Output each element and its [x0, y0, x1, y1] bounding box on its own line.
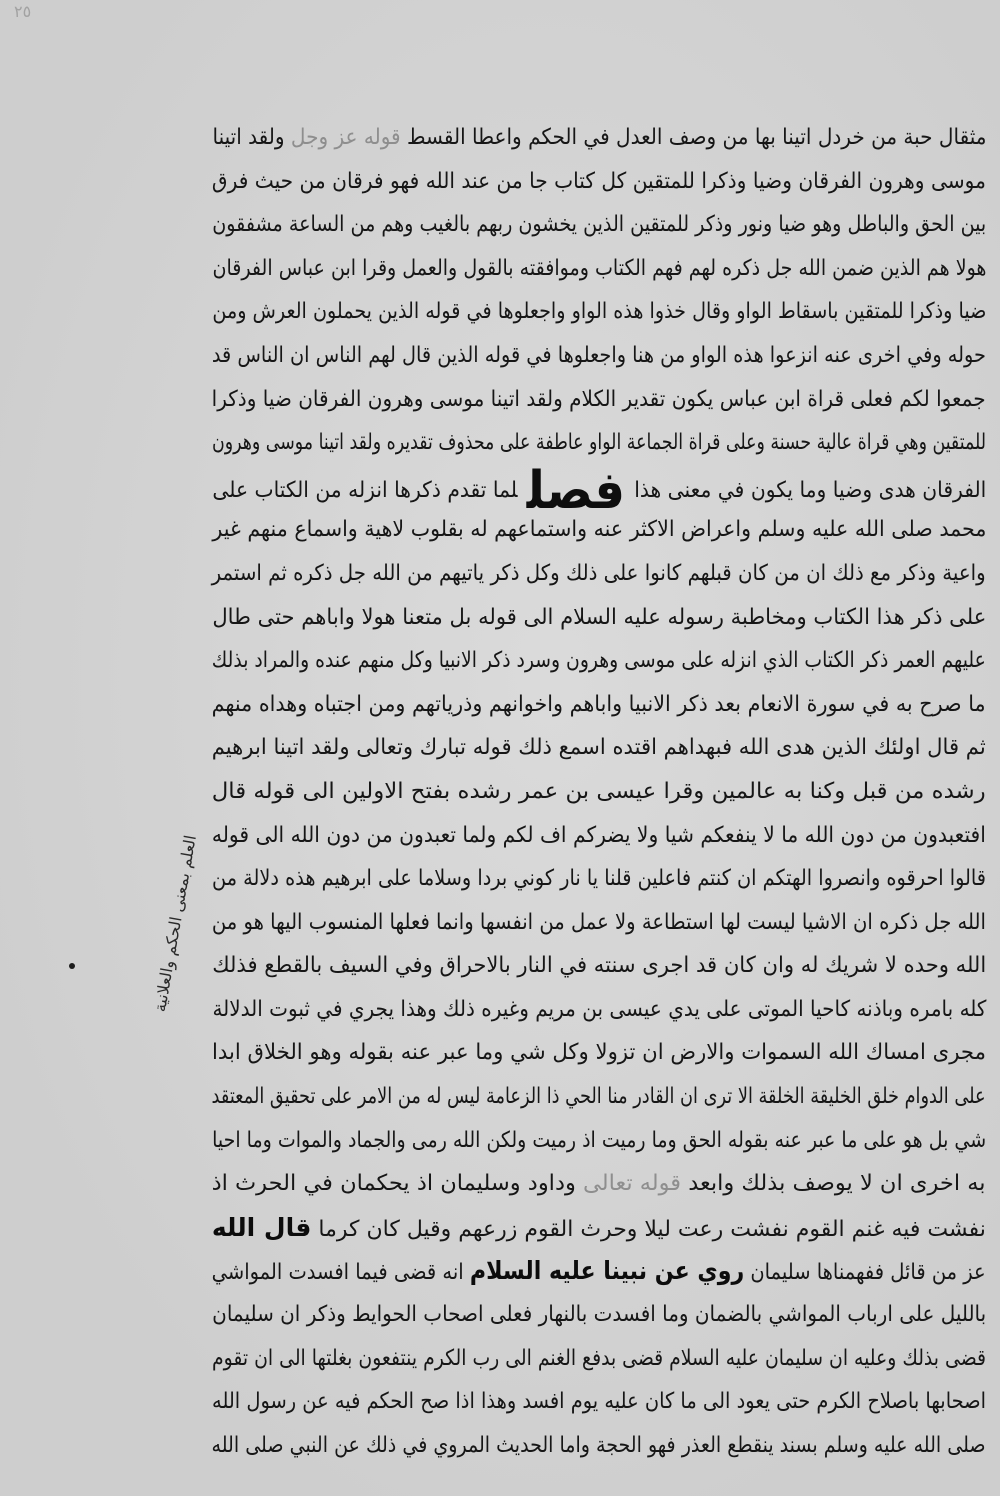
text-line-content: [212, 1119, 986, 1163]
line-text: كله بامره وباذنه كاحيا الموتى على يدي عيسى بن مريم وغيره ذلك وهذا يجري في ثبوت الدلالة: [212, 996, 986, 1022]
line-text: اصحابها باصلاح الكرم حتى يعود الى ما كان عليه يوم افسد وهذا اذا صح الحكم فيه عن رسول الله: [212, 1389, 986, 1415]
text-line: [212, 988, 986, 1032]
text-line: [212, 901, 986, 945]
text-line: [212, 1075, 986, 1119]
text-line-content: [212, 596, 986, 640]
line-text: محمد صلى الله عليه وسلم واعراض الاكثر عنه واستماعهم له بقلوب لاهية واسماع منهم غير: [212, 517, 986, 543]
line-text: عز من قائل ففهمناها سليمان: [744, 1260, 986, 1286]
text-line-content: [212, 1031, 986, 1075]
text-line-content: [212, 814, 986, 858]
text-line-content: [212, 1380, 986, 1424]
line-text: ما صرح به في سورة الانعام بعد ذكر الانبيا واباهم واخوانهم وذرياتهم ومن اجتباه وهداه منهم: [212, 691, 986, 717]
line-text: واعية وذكر مع ذلك ان من كان قبلهم كانوا على ذلك وكل ذكر ياتيهم من الله جل ذكره ثم استمر: [212, 560, 986, 586]
text-line: [212, 116, 986, 160]
line-text: انه قضى فيما افسدت المواشي: [212, 1260, 471, 1286]
text-line: [212, 1206, 986, 1250]
text-line: [212, 421, 986, 465]
line-text: ولقد اتينا: [212, 125, 291, 150]
text-line-content: [212, 1249, 986, 1295]
line-text: موسى وهرون الفرقان وضيا وذكرا للمتقين كل كتاب جا من عند الله فهو فرقان من حيث فرق: [212, 168, 986, 194]
text-line-content: [212, 508, 986, 552]
line-text: الله جل ذكره ان الاشيا ليست لها استطاعة ولا عمل من انفسها وانما فعلها المنسوب اليها هو من: [212, 909, 986, 935]
text-line-content: [212, 639, 986, 683]
text-line: [212, 770, 986, 814]
line-text: ثم قال اولئك الذين هدى الله فبهداهم اقتده اسمع ذلك قوله تبارك وتعالى ولقد اتينا ابرهيم: [212, 735, 986, 761]
text-line: [212, 596, 986, 640]
line-text: وداود وسليمان اذ يحكمان في الحرث اذ: [212, 1171, 584, 1197]
text-line-content: [212, 726, 986, 770]
ink-dot-mark: [69, 963, 75, 969]
text-line: [212, 460, 986, 521]
text-line: [212, 203, 986, 247]
text-line: [212, 247, 986, 291]
line-text: هولا هم الذين ضمن الله جل ذكره لهم فهم الكتاب وموافقته بالقول والعمل وقرا ابن عباس الفرقان: [212, 255, 986, 281]
text-line: [212, 1031, 986, 1075]
line-text: بالليل على ارباب المواشي بالضمان وما افسدت بالنهار فعلى اصحاب الحوايط وذكر ان سليمان: [212, 1302, 986, 1328]
line-text: شي بل هو على ما عبر عنه بقوله الحق وما رميت اذ رميت ولكن الله رمى والجماد والموات وما احيا: [212, 1127, 986, 1153]
text-line-content: [212, 247, 986, 291]
emphasized-text: روي عن نبينا عليه السلام: [470, 1256, 745, 1286]
rubric-text: قوله تعالى: [583, 1171, 682, 1197]
line-text: رشده من قبل وكنا به عالمين وقرا عيسى بن عمر رشده بفتح الاولين الى قوله قال: [212, 778, 986, 804]
text-line-content: [212, 1337, 986, 1381]
text-line: [212, 1424, 986, 1468]
line-text: على الدوام خلق الخليقة الخلقة الا ترى ان القادر منا الحي ذا الزعامة ليس له من الامر على تحقيق المعتقد: [212, 1084, 986, 1110]
text-line: [212, 683, 986, 727]
text-line: [212, 639, 986, 683]
text-line: [212, 334, 986, 378]
text-line-content: [212, 857, 986, 901]
line-text: الله وحده لا شريك له وان كان قد اجرى سنته في النار بالاحراق وفي السيف بالقطع فذلك: [212, 953, 986, 979]
text-line-content: [212, 1424, 986, 1468]
line-text: قالوا احرقوه وانصروا الهتكم ان كنتم فاعلين قلنا يا نار كوني بردا وسلاما على ابرهيم هذه دلالة من: [212, 866, 986, 892]
text-line-content: [212, 988, 986, 1032]
margin-note: العلم بمعنى الحكم والعلانية: [150, 833, 200, 1014]
emphasized-text: قال الله: [211, 1212, 312, 1242]
line-text: نفشت فيه غنم القوم نفشت رعت ليلا وحرث القوم زرعهم وقيل كان كرما: [311, 1216, 986, 1242]
text-line-content: [212, 421, 986, 465]
text-line-content: [212, 901, 986, 945]
text-line: [212, 508, 986, 552]
text-line: [212, 160, 986, 204]
section-heading: فصل: [526, 460, 625, 521]
text-line-content: [212, 1293, 986, 1337]
text-line: [212, 944, 986, 988]
text-line: [212, 857, 986, 901]
text-line-content: [212, 1075, 986, 1119]
line-text: صلى الله عليه وسلم بسند ينقطع العذر فهو الحجة واما الحديث المروي في ذلك عن النبي صلى الله: [212, 1432, 986, 1458]
text-line: [212, 1249, 986, 1293]
text-line-content: [212, 770, 986, 814]
text-line-content: [212, 1162, 986, 1206]
line-text: ضيا وذكرا للمتقين باسقاط الواو وقال خذوا هذه الواو واجعلوها في قوله الذين يحملون العرش ومن: [212, 299, 986, 325]
line-text: لما تقدم ذكرها انزله من الكتاب على: [212, 477, 518, 503]
text-line-content: [212, 203, 986, 247]
line-text: مجرى امساك الله السموات والارض ان تزولا وكل شي وما عبر عنه بقوله وهو الخلاق ابدا: [212, 1040, 986, 1066]
rubric-text: قوله عز وجل: [290, 125, 401, 150]
line-text: قضى بذلك وعليه ان سليمان عليه السلام قضى بدفع الغنم الى رب الكرم ينتفعون بغلتها الى ان تقوم: [212, 1345, 986, 1371]
line-text: حوله وفي اخرى عنه انزعوا هذه الواو من هنا واجعلوها في قوله الذين قال لهم الناس ان الناس قد: [212, 342, 986, 368]
text-line-content: [212, 683, 986, 727]
line-text: عليهم العمر ذكر الكتاب الذي انزله على موسى وهرون وسرد ذكر الانبيا وكل منهم عنده والمراد بذلك: [212, 648, 986, 674]
manuscript-text-block: [212, 116, 986, 1467]
text-line: [212, 378, 986, 422]
line-text: جمعوا لكم فعلى قراة ابن عباس يكون تقدير الكلام ولقد اتينا موسى وهرون الفرقان ضيا وذكرا: [212, 386, 986, 412]
text-line: [212, 1293, 986, 1337]
text-line-content: [212, 1206, 986, 1252]
text-line: [212, 1337, 986, 1381]
text-line: [212, 726, 986, 770]
text-line: [212, 290, 986, 334]
text-line-content: [212, 116, 986, 160]
text-line-content: [212, 944, 986, 988]
text-line-content: [212, 334, 986, 378]
text-line-content: [212, 290, 986, 334]
line-text: الفرقان هدى وضيا وما يكون في معنى هذا: [633, 477, 986, 503]
text-line: [212, 552, 986, 596]
line-text: به اخرى ان لا يوصف بذلك وابعد: [681, 1171, 986, 1197]
text-line: [212, 1162, 986, 1206]
text-line: [212, 1380, 986, 1424]
text-line: [212, 814, 986, 858]
text-line-content: [212, 378, 986, 422]
folio-number: ٢٥: [14, 2, 32, 21]
line-text: للمتقين وهي قراة عالية حسنة وعلى قراة الجماعة الواو عاطفة على محذوف تقديره ولقد اتينا موسى وهرون: [212, 430, 986, 456]
line-text: بين الحق والباطل وهو ضيا ونور وذكر للمتقين الذين يخشون ربهم بالغيب وهم من الساعة مشفقون: [212, 212, 986, 238]
text-line-content: [212, 160, 986, 204]
text-line-content: [212, 552, 986, 596]
line-text: مثقال حبة من خردل اتينا بها من وصف العدل في الحكم واعطا القسط: [400, 125, 986, 150]
line-text: على ذكر هذا الكتاب ومخاطبة رسوله عليه السلام الى قوله بل متعنا هولا واباهم حتى طال: [212, 604, 986, 630]
text-line: [212, 1119, 986, 1163]
line-text: افتعبدون من دون الله ما لا ينفعكم شيا ولا يضركم اف لكم ولما تعبدون من دون الله الى قوله: [212, 822, 986, 848]
